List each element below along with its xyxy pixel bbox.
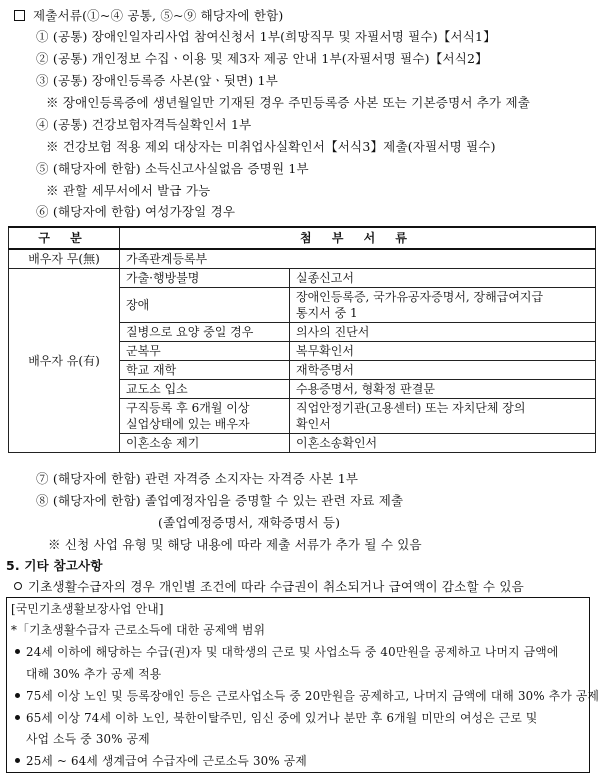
note-5: ※ 관할 세무서에서 발급 가능 (46, 183, 211, 198)
note-additional: ※ 신청 사업 유형 및 해당 내용에 따라 제출 서류가 추가 될 수 있음 (48, 537, 422, 552)
table-header-row (9, 227, 596, 249)
circle-bullet-icon (14, 582, 22, 590)
item-7: ⑦ (해당자에 한함) 관련 자격증 소지자는 자격증 사본 1부 (36, 471, 359, 486)
dot-bullet-icon (15, 649, 20, 654)
table-header-documents: 첨 부 서 류 (120, 227, 596, 249)
documents-heading: 제출서류(①~④ 공통, ⑤~⑨ 해당자에 한함) (14, 6, 283, 24)
item-3: ③ (공통) 장애인등록증 사본(앞ㆍ뒷면) 1부 (36, 73, 278, 88)
reason-cell: 교도소 입소 (120, 380, 290, 399)
reason-cell: 학교 재학 (120, 361, 290, 380)
section-5-title: 5. 기타 참고사항 (6, 558, 103, 573)
table-row (9, 269, 596, 288)
dot-bullet-icon (15, 758, 20, 763)
item-6: ⑥ (해당자에 한함) 여성가장일 경우 (36, 204, 236, 219)
doc-cell: 의사의 진단서 (290, 323, 596, 342)
item-8-detail: (졸업예정증명서, 재학증명서 등) (158, 515, 341, 530)
reason-cell: 장애 (120, 288, 290, 323)
info-box (6, 597, 600, 773)
spouse-yes-label: 배우자 유(有) (9, 269, 120, 453)
info-bullet: 24세 이하에 해당하는 수급(권)자 및 대학생의 근로 및 사업소득 중 40만원을 공제하고 나머지 금액에 (15, 643, 558, 660)
table-header-category: 구 분 (9, 227, 120, 249)
dot-bullet-icon (15, 693, 20, 698)
info-bullet: 65세 이상 74세 이하 노인, 북한이탈주민, 임신 중에 있거나 분만 후 6개월 미만의 여성은 근로 및 (15, 709, 538, 726)
reason-cell: 가출·행방불명 (120, 269, 290, 288)
table-row (9, 249, 596, 269)
item-5: ⑤ (해당자에 한함) 소득신고사실없음 증명원 1부 (36, 161, 309, 176)
doc-cell: 장애인등록증, 국가유공자증명서, 장해급여지급 통지서 중 1 (290, 288, 596, 323)
info-bullet-cont: 대해 30% 추가 공제 적용 (26, 667, 162, 681)
reason-cell: 구직등록 후 6개월 이상 실업상태에 있는 배우자 (120, 399, 290, 434)
item-2: ② (공통) 개인정보 수집ㆍ이용 및 제3자 제공 안내 1부(자필서명 필수)【서식2】 (36, 51, 488, 66)
note-3: ※ 장애인등록증에 생년월일만 기재된 경우 주민등록증 사본 또는 기본증명서 추가 제출 (46, 95, 531, 110)
attachment-table (8, 226, 596, 453)
doc-cell: 실종신고서 (290, 269, 596, 288)
checkbox-square-icon (14, 10, 25, 21)
doc-cell: 재학증명서 (290, 361, 596, 380)
info-title: [국민기초생활보장사업 안내] (11, 602, 164, 616)
doc-cell: 복무확인서 (290, 342, 596, 361)
info-subtitle: *「기초생활수급자 근로소득에 대한 공제액 범위 (11, 623, 266, 637)
doc-cell: 수용증명서, 형확정 판결문 (290, 380, 596, 399)
section-5-bullet: 기초생활수급자의 경우 개인별 조건에 따라 수급권이 취소되거나 급여액이 감소할 수 있음 (14, 577, 524, 595)
spouse-none-doc: 가족관계등록부 (120, 249, 596, 269)
item-4: ④ (공통) 건강보험자격득실확인서 1부 (36, 117, 252, 132)
spouse-none-label: 배우자 무(無) (9, 249, 120, 269)
item-8: ⑧ (해당자에 한함) 졸업예정자임을 증명할 수 있는 관련 자료 제출 (36, 493, 404, 508)
info-bullet: 75세 이상 노인 및 등록장애인 등은 근로사업소득 중 20만원을 공제하고, 나머지 금액에 대해 30% 추가 공제 (15, 687, 599, 704)
reason-cell: 군복무 (120, 342, 290, 361)
info-bullet-cont: 사업 소득 중 30% 공제 (26, 732, 150, 746)
doc-cell: 직업안정기관(고용센터) 또는 자치단체 장의 확인서 (290, 399, 596, 434)
reason-cell: 이혼소송 제기 (120, 434, 290, 453)
item-1: ① (공통) 장애인일자리사업 참여신청서 1부(희망직무 및 자필서명 필수)【서식1】 (36, 29, 496, 44)
reason-cell: 질병으로 요양 중일 경우 (120, 323, 290, 342)
note-4: ※ 건강보험 적용 제외 대상자는 미취업사실확인서【서식3】제출(자필서명 필수) (46, 139, 496, 154)
info-bullet: 25세 ~ 64세 생계급여 수급자에 근로소득 30% 공제 (15, 752, 307, 769)
dot-bullet-icon (15, 715, 20, 720)
doc-cell: 이혼소송확인서 (290, 434, 596, 453)
